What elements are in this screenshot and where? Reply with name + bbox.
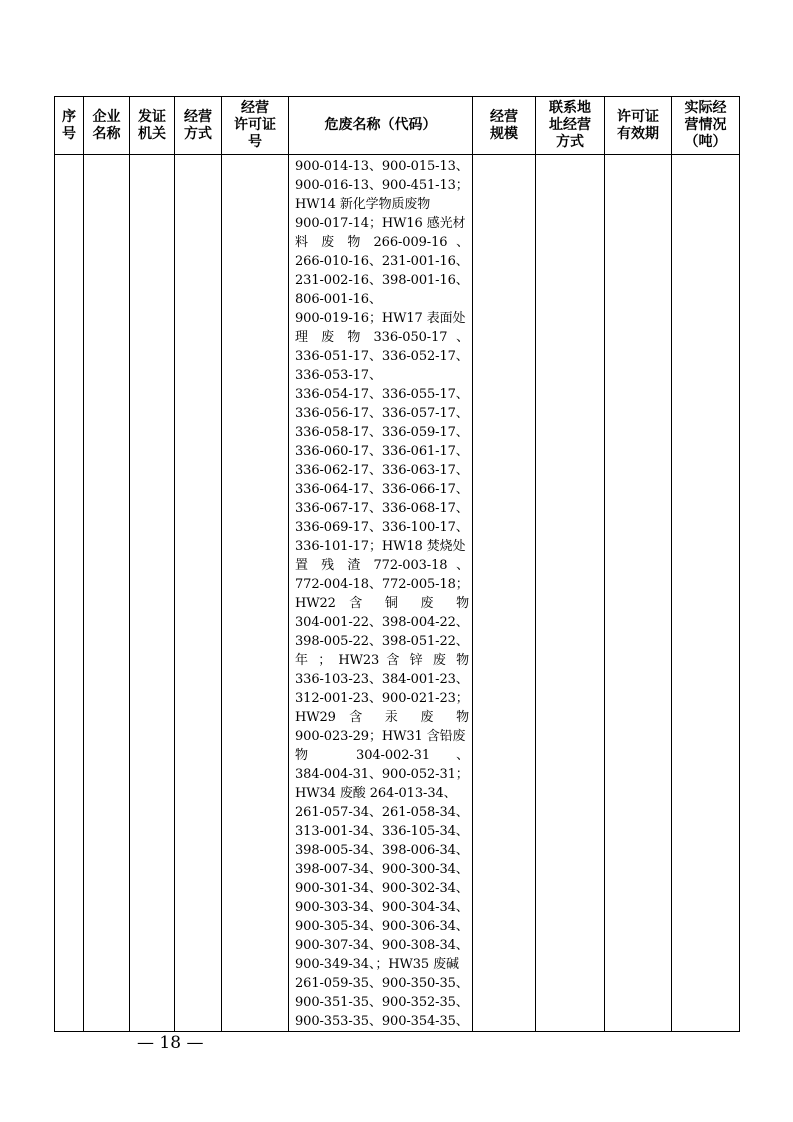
waste-code-line: 料 废 物 266-009-16 、	[295, 235, 469, 250]
waste-code-line: 900-014-13、900-015-13、	[295, 159, 469, 174]
cell-address-mode	[536, 155, 605, 1032]
header-actual-line: （吨）	[684, 134, 727, 150]
waste-code-line: 336-060-17、336-061-17、	[295, 444, 469, 459]
header-seq-line: 序	[62, 108, 76, 125]
cell-waste-name	[289, 155, 473, 1032]
waste-code-line: 261-057-34、261-058-34、	[295, 805, 469, 820]
waste-code-line: 398-007-34、900-300-34、	[295, 862, 469, 877]
header-scale-line: 经营	[490, 108, 518, 125]
waste-code-line: 物 304-002-31 、	[295, 748, 469, 763]
header-actual-line: 营情况	[684, 117, 727, 133]
waste-code-line: 336-064-17、336-066-17、	[295, 482, 469, 497]
header-seq-line: 号	[62, 125, 76, 142]
cell-mode	[175, 155, 222, 1032]
page-number: — 18 —	[137, 1033, 204, 1053]
header-mode-line: 经营	[184, 108, 212, 125]
cell-actual	[672, 155, 740, 1032]
header-address-line: 址经营	[549, 117, 591, 133]
waste-code-line: 772-004-18、772-005-18；	[295, 577, 469, 592]
waste-code-line: 398-005-22、398-051-22、	[295, 634, 469, 649]
waste-code-line: 336-103-23、384-001-23、	[295, 672, 469, 687]
waste-code-line: 900-305-34、900-306-34、	[295, 919, 469, 934]
waste-code-line: 336-069-17、336-100-17、	[295, 520, 469, 535]
waste-code-line: 384-004-31、900-052-31；	[295, 767, 469, 782]
waste-code-line: 231-002-16、398-001-16、	[295, 273, 469, 288]
table-header-row	[55, 97, 740, 155]
header-actual-line: 实际经	[684, 100, 727, 116]
header-mode	[175, 97, 222, 155]
header-validity	[605, 97, 672, 155]
header-seq	[55, 97, 84, 155]
header-address-line: 联系地	[549, 100, 591, 116]
header-validity-line: 有效期	[617, 125, 659, 142]
waste-code-line: HW22 含 铜 废 物	[295, 596, 469, 611]
waste-code-line: 336-054-17、336-055-17、	[295, 387, 469, 402]
header-company	[84, 97, 130, 155]
header-scale-line: 规模	[490, 125, 518, 142]
header-license-no	[222, 97, 289, 155]
waste-code-line: 900-307-34、900-308-34、	[295, 938, 469, 953]
waste-code-line: 336-062-17、336-063-17、	[295, 463, 469, 478]
header-validity-line: 许可证	[617, 108, 659, 125]
waste-code-line: 336-053-17、	[295, 368, 382, 383]
cell-seq	[55, 155, 84, 1032]
header-waste-name: 危废名称（代码）	[289, 97, 473, 155]
header-issuer-line: 机关	[138, 125, 166, 142]
waste-code-line: 261-059-35、900-350-35、	[295, 976, 469, 991]
waste-code-line: 900-016-13、900-451-13；	[295, 178, 469, 193]
waste-code-line: HW29 含 汞 废 物	[295, 710, 469, 725]
header-mode-line: 方式	[184, 125, 212, 142]
waste-code-line: 336-056-17、336-057-17、	[295, 406, 469, 421]
waste-code-line: 398-005-34、398-006-34、	[295, 843, 469, 858]
header-license-line: 许可证	[234, 117, 276, 133]
waste-code-line: 313-001-34、336-105-34、	[295, 824, 469, 839]
cell-scale	[473, 155, 536, 1032]
waste-code-line: HW14 新化学物质废物	[295, 197, 431, 212]
waste-code-line: 304-001-22、398-004-22、	[295, 615, 469, 630]
waste-code-line: 900-023-29；HW31 含铅废	[295, 729, 466, 744]
waste-code-line: HW34 废酸 264-013-34、	[295, 786, 457, 801]
waste-code-line: 900-349-34、；HW35 废碱	[295, 957, 459, 972]
waste-code-line: 年 ； HW23 含 锌 废 物	[295, 653, 469, 668]
header-actual	[672, 97, 740, 155]
waste-code-line: 900-353-35、900-354-35、	[295, 1014, 469, 1029]
header-license-line: 经营	[241, 100, 269, 116]
waste-code-line: 900-017-14；HW16 感光材	[295, 216, 466, 231]
waste-code-line: 266-010-16、231-001-16、	[295, 254, 469, 269]
waste-code-list	[295, 157, 469, 1031]
waste-code-line: 理 废 物 336-050-17 、	[295, 330, 469, 345]
header-license-line: 号	[248, 134, 262, 150]
waste-code-line: 置 残 渣 772-003-18 、	[295, 558, 469, 573]
waste-code-line: 336-051-17、336-052-17、	[295, 349, 469, 364]
header-address-line: 方式	[556, 134, 584, 150]
waste-code-line: 312-001-23、900-021-23；	[295, 691, 469, 706]
header-scale	[473, 97, 536, 155]
waste-code-line: 900-019-16；HW17 表面处	[295, 311, 466, 326]
waste-code-line: 900-301-34、900-302-34、	[295, 881, 469, 896]
header-issuer	[130, 97, 175, 155]
cell-issuer	[130, 155, 175, 1032]
cell-validity	[605, 155, 672, 1032]
waste-code-line: 900-351-35、900-352-35、	[295, 995, 469, 1010]
header-company-line: 企业	[92, 108, 121, 125]
cell-company	[84, 155, 130, 1032]
waste-code-line: 336-067-17、336-068-17、	[295, 501, 469, 516]
header-address-mode	[536, 97, 605, 155]
waste-code-line: 806-001-16、	[295, 292, 382, 307]
hazardous-waste-license-table	[54, 96, 740, 1032]
waste-code-line: 336-058-17、336-059-17、	[295, 425, 469, 440]
waste-code-line: 336-101-17；HW18 焚烧处	[295, 539, 466, 554]
waste-code-line: 900-303-34、900-304-34、	[295, 900, 469, 915]
table-row	[55, 155, 740, 1032]
header-company-line: 名称	[92, 125, 121, 142]
cell-license-no	[222, 155, 289, 1032]
header-issuer-line: 发证	[138, 108, 166, 125]
